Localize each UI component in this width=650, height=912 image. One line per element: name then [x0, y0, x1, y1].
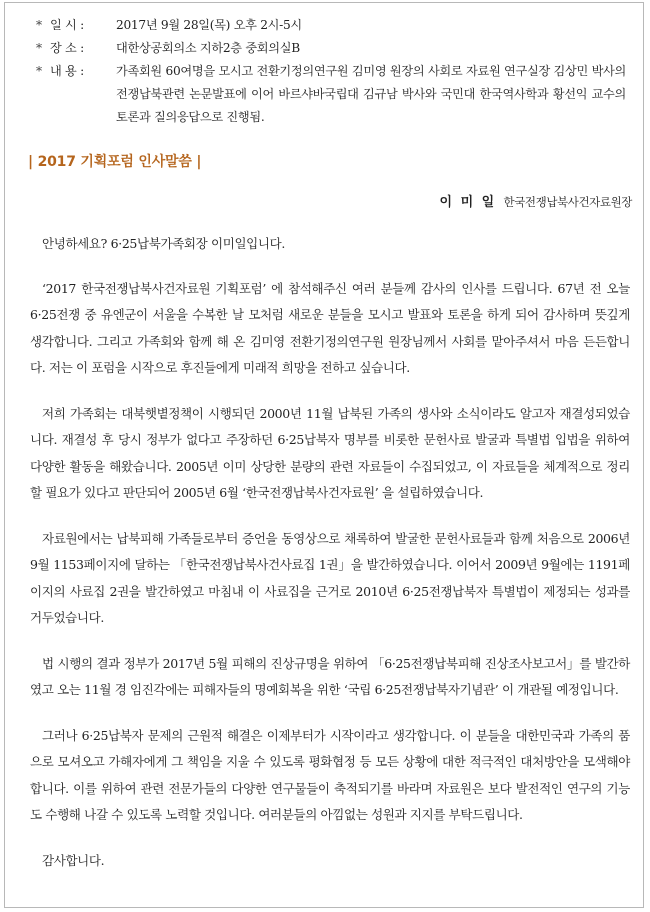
info-value: 대한상공회의소 지하2층 중회의실B [116, 41, 300, 55]
info-label: 장 소 : [50, 41, 84, 55]
info-row-date [36, 14, 626, 37]
paragraph: ‘2017 한국전쟁납북사건자료원 기획포럼’ 에 참석해주신 여러 분들께 감사의 인사를 드립니다. 67년 전 오늘 6·25전쟁 중 유엔군이 서울을 수복한 날 모처럼 새로운 분들을 모시고 발표와 토론을 하게 되어 감사하며 뜻깊게 생각합니다. 그리고 가족회와 함께 해 온 김미영 전환기정의연구원 원장님께서 사회를 맡아주셔서 마음 든든합니다. 저는 이 포럼을 시작으로 후진들에게 미래적 희망을 전하고 싶습니다. [30, 280, 630, 375]
info-value: 2017년 9월 28일(목) 오후 2시-5시 [116, 18, 302, 32]
info-row-place [36, 37, 626, 60]
section-title: | 2017 기획포럼 인사말씀 | [28, 154, 202, 170]
info-label: 내 용 : [50, 64, 84, 78]
bullet-icon: * [36, 64, 42, 78]
paragraph: 그러나 6·25납북자 문제의 근원적 해결은 이제부터가 시작이라고 생각합니다. 이 분들을 대한민국과 가족의 품으로 모셔오고 가해자에게 그 책임을 지울 수 있도록 평화협정 등 모든 상황에 대한 적극적인 대처방안을 모색해야 합니다. 이를 위하여 관련 전문가들의 다양한 연구물들이 축적되기를 바라며 자료원은 보다 발전적인 연구의 기능도 수행해 나갈 수 있도록 노력할 것입니다. 여러분들의 아낌없는 성원과 지지를 부탁드립니다. [30, 727, 630, 822]
info-label: 일 시 : [50, 18, 84, 32]
author-title: 한국전쟁납북사건자료원장 [503, 195, 632, 209]
author-name: 이 미 일 [439, 195, 497, 210]
paragraph: 법 시행의 결과 정부가 2017년 5월 피해의 진상규명을 위하여 「6·25전쟁납북피해 진상조사보고서」를 발간하였고 오는 11월 경 임진각에는 피해자들의 명예회복을 위한 ‘국립 6·25전쟁납북자기념관’ 이 개관될 예정입니다. [30, 655, 630, 697]
bullet-icon: * [36, 18, 42, 32]
paragraph: 저희 가족회는 대북햇볕정책이 시행되던 2000년 11월 납북된 가족의 생사와 소식이라도 알고자 재결성되었습니다. 재결성 후 당시 정부가 없다고 주장하던 6·25납북자 명부를 비롯한 문헌사료 발굴과 특별법 입법을 위하여 다양한 활동을 해왔습니다. 2005년 이미 상당한 분량의 관련 자료들이 수집되었고, 이 자료들을 체계적으로 정리할 필요가 있다고 판단되어 2005년 6월 ‘한국전쟁납북사건자료원’ 을 설립하였습니다. [30, 405, 630, 500]
author-line [439, 191, 632, 210]
event-info [36, 14, 626, 129]
info-value: 가족회원 60여명을 모시고 전환기정의연구원 김미영 원장의 사회로 자료원 연구실장 김상민 박사의 전쟁납북관련 논문발표에 이어 바르샤바국립대 김규남 박사와 국민대 한국역사학과 황선익 교수의 토론과 질의응답으로 진행됨. [116, 64, 626, 124]
bullet-icon: * [36, 41, 42, 55]
paragraph-closing: 감사합니다. [42, 852, 105, 868]
paragraph: 자료원에서는 납북피해 가족들로부터 증언을 동영상으로 채록하여 발굴한 문헌사료들과 함께 처음으로 2006년 9월 1153페이지에 달하는 「한국전쟁납북사건사료집 1권」을 발간하였습니다. 이어서 2009년 9월에는 1191페이지의 사료집 2권을 발간하였고 마침내 이 사료집을 근거로 2010년 6·25전쟁납북자 특별법이 제정되는 성과를 거두었습니다. [30, 530, 630, 625]
speech-body [30, 231, 630, 893]
info-row-content [36, 60, 626, 129]
paragraph-greeting: 안녕하세요? 6·25납북가족회장 이미일입니다. [42, 236, 285, 251]
